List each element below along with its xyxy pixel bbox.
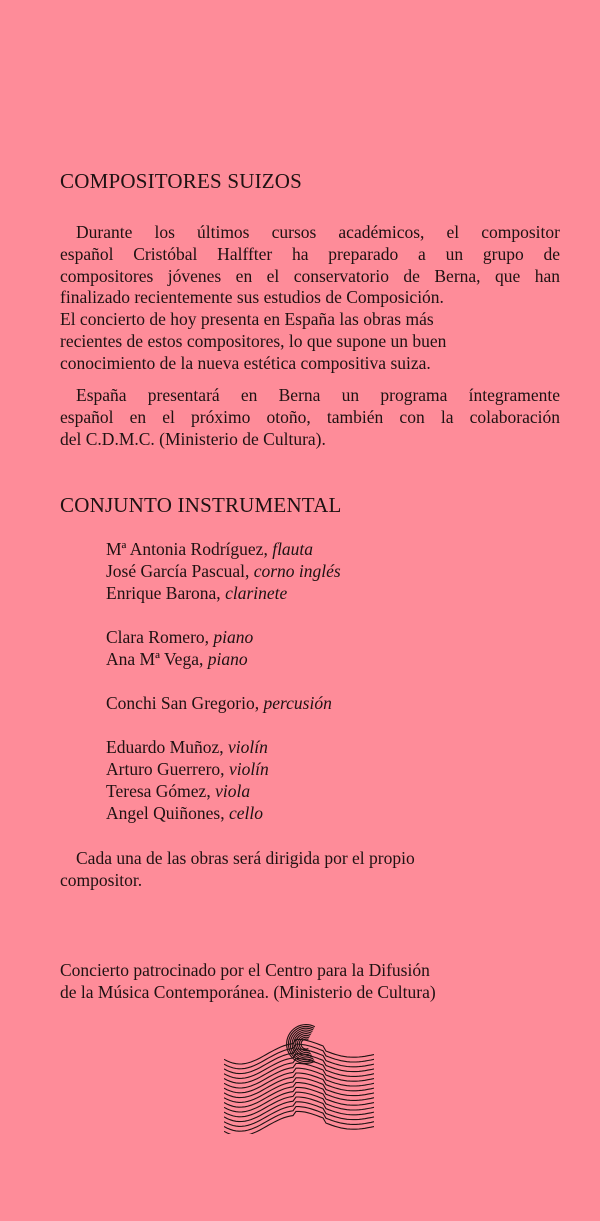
ensemble-roster [106,538,341,846]
roster-member: José García Pascual, corno inglés [106,561,341,581]
roster-member: Arturo Guerrero, violín [106,759,269,779]
roster-member: Enrique Barona, clarinete [106,583,288,603]
text-line: recientes de estos compositores, lo que supone un buen [60,330,447,351]
text-line: del C.D.M.C. (Ministerio de Cultura). [60,428,326,449]
text-line: conocimiento de la nueva estética compositiva suiza. [60,352,431,373]
text-line: Cada una de las obras será dirigida por el propio [76,848,415,868]
text-line: español Cristóbal Halffter ha preparado a un grupo de [60,243,560,264]
roster-member: Teresa Gómez, viola [106,781,251,801]
text-line: compositor. [60,869,143,890]
spain-paragraph [60,385,560,450]
sponsor-note [60,960,560,1004]
roster-group-strings [106,736,341,824]
text-line: El concierto de hoy presenta en España las obras más [60,309,434,330]
roster-group-winds [106,538,341,604]
section-title-conjunto: CONJUNTO INSTRUMENTAL [60,493,342,517]
text-line: compositores jóvenes en el conservatorio de Berna, que han [60,265,560,286]
roster-member: Clara Romero, piano [106,627,254,647]
text-line: español en el próximo otoño, también con la colaboración [60,406,560,427]
roster-member: Mª Antonia Rodríguez, flauta [106,539,314,559]
logo-wave-line [224,1049,374,1074]
text-line: finalizado recientemente sus estudios de Composición. [60,287,444,308]
roster-member: Angel Quiñones, cello [106,803,263,823]
text-line: de la Música Contemporánea. (Ministerio de Cultura) [60,981,436,1002]
text-line: Concierto patrocinado por el Centro para la Difusión [60,960,430,980]
cdmc-wave-logo-icon [224,1022,374,1134]
section-title-compositores: COMPOSITORES SUIZOS [60,169,303,193]
roster-member: Ana Mª Vega, piano [106,649,248,669]
roster-group-percussion [106,692,341,714]
roster-member: Conchi San Gregorio, percusión [106,693,332,713]
text-line: España presentará en Berna un programa íntegramente [76,385,560,405]
roster-member: Eduardo Muñoz, violín [106,737,268,757]
conductor-note [60,848,560,892]
intro-paragraph [60,222,560,375]
roster-group-pianos [106,626,341,670]
text-line: Durante los últimos cursos académicos, el compositor [76,222,560,242]
